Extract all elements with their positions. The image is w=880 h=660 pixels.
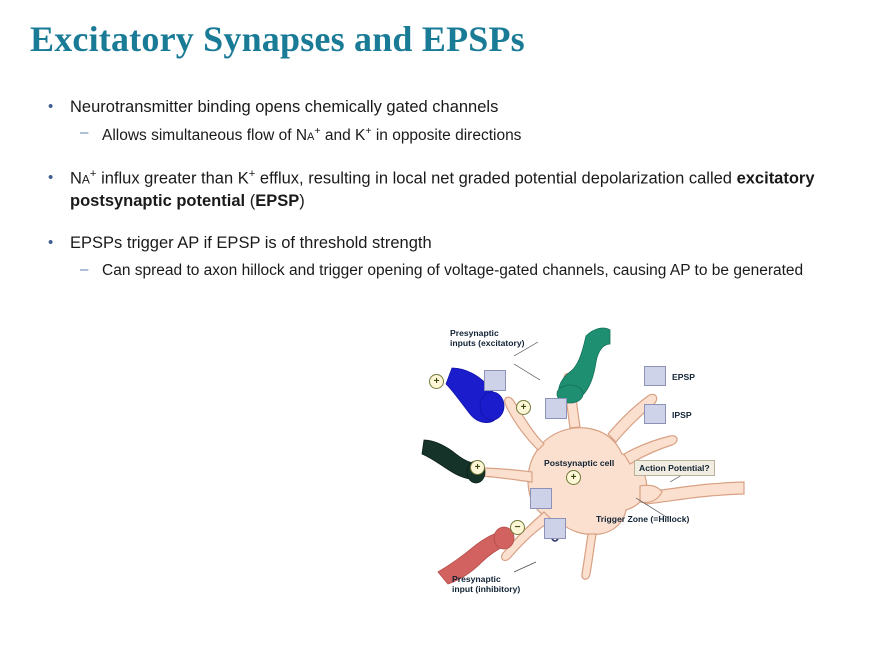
legend-swatch-epsp [644, 366, 666, 386]
ion-label-potassium: K [237, 169, 249, 188]
slide-body [38, 96, 848, 286]
bullet-dot-icon: • [48, 169, 54, 187]
neuron-synapse-diagram [418, 322, 748, 612]
bullet-dot-icon: • [48, 98, 54, 115]
ion-label-sodium: Na [70, 169, 90, 188]
superscript-plus: + [365, 125, 372, 138]
superscript-plus: + [314, 125, 321, 138]
bullet-dash-icon: – [80, 124, 89, 142]
label-presynaptic-inhibitory-line1: Presynaptic [452, 574, 501, 584]
ion-label-potassium: K [355, 127, 366, 145]
label-postsynaptic-cell: Postsynaptic cell [544, 458, 615, 468]
label-presynaptic-inhibitory-line2: input (inhibitory) [452, 584, 521, 594]
sign-marker-plus-2: + [516, 400, 531, 415]
bullet-text-segment: influx greater than [96, 169, 238, 188]
label-presynaptic-excitatory-line2: inputs (excitatory) [450, 338, 525, 348]
superscript-plus: + [248, 168, 256, 181]
bullet-level2 [38, 261, 848, 282]
label-trigger-zone: Trigger Zone (=Hillock) [596, 514, 690, 524]
page-title: Excitatory Synapses and EPSPs [30, 19, 525, 59]
synapse-box-4 [544, 518, 566, 539]
sign-marker-plus-4: + [566, 470, 581, 485]
sign-marker-plus-1: + [429, 374, 444, 389]
sign-marker-minus: − [510, 520, 525, 535]
label-action-potential: Action Potential? [634, 460, 715, 476]
label-presynaptic-excitatory-line1: Presynaptic [450, 328, 499, 338]
sign-marker-plus-3: + [470, 460, 485, 475]
ion-label-sodium: Na [295, 127, 315, 145]
bullet-text-segment: ( [245, 192, 256, 211]
bullet-text: Neurotransmitter binding opens chemically gated channels [70, 98, 499, 116]
bullet-text-segment: efflux, resulting in local net graded potential depolarization called [255, 169, 737, 188]
bullet-level1 [38, 96, 848, 118]
bullet-text-segment: ) [299, 192, 305, 211]
synapse-box-2 [545, 398, 567, 419]
bullet-text-segment: Allows simultaneous flow of [102, 127, 296, 145]
bullet-level2 [38, 124, 848, 147]
bullet-text: Can spread to axon hillock and trigger opening of voltage-gated channels, causing AP to be generated [102, 261, 804, 279]
bullet-level1 [38, 232, 848, 254]
bullet-dot-icon: • [48, 234, 54, 252]
bullet-text-segment: in opposite directions [371, 127, 522, 145]
synapse-box-1 [484, 370, 506, 391]
superscript-plus: + [89, 168, 97, 181]
bullet-text-bold: EPSP [255, 192, 300, 211]
bullet-level1 [38, 167, 848, 212]
bullet-text-segment: and [320, 127, 356, 145]
bullet-text: EPSPs trigger AP if EPSP is of threshold strength [70, 234, 432, 253]
bullet-dash-icon: – [80, 260, 89, 278]
legend-swatch-ipsp [644, 404, 666, 424]
legend-label-epsp: EPSP [672, 372, 695, 382]
legend-label-ipsp: IPSP [672, 410, 692, 420]
bullet-text-bold: excitatory postsynaptic potential [70, 169, 815, 211]
synapse-box-3 [530, 488, 552, 509]
